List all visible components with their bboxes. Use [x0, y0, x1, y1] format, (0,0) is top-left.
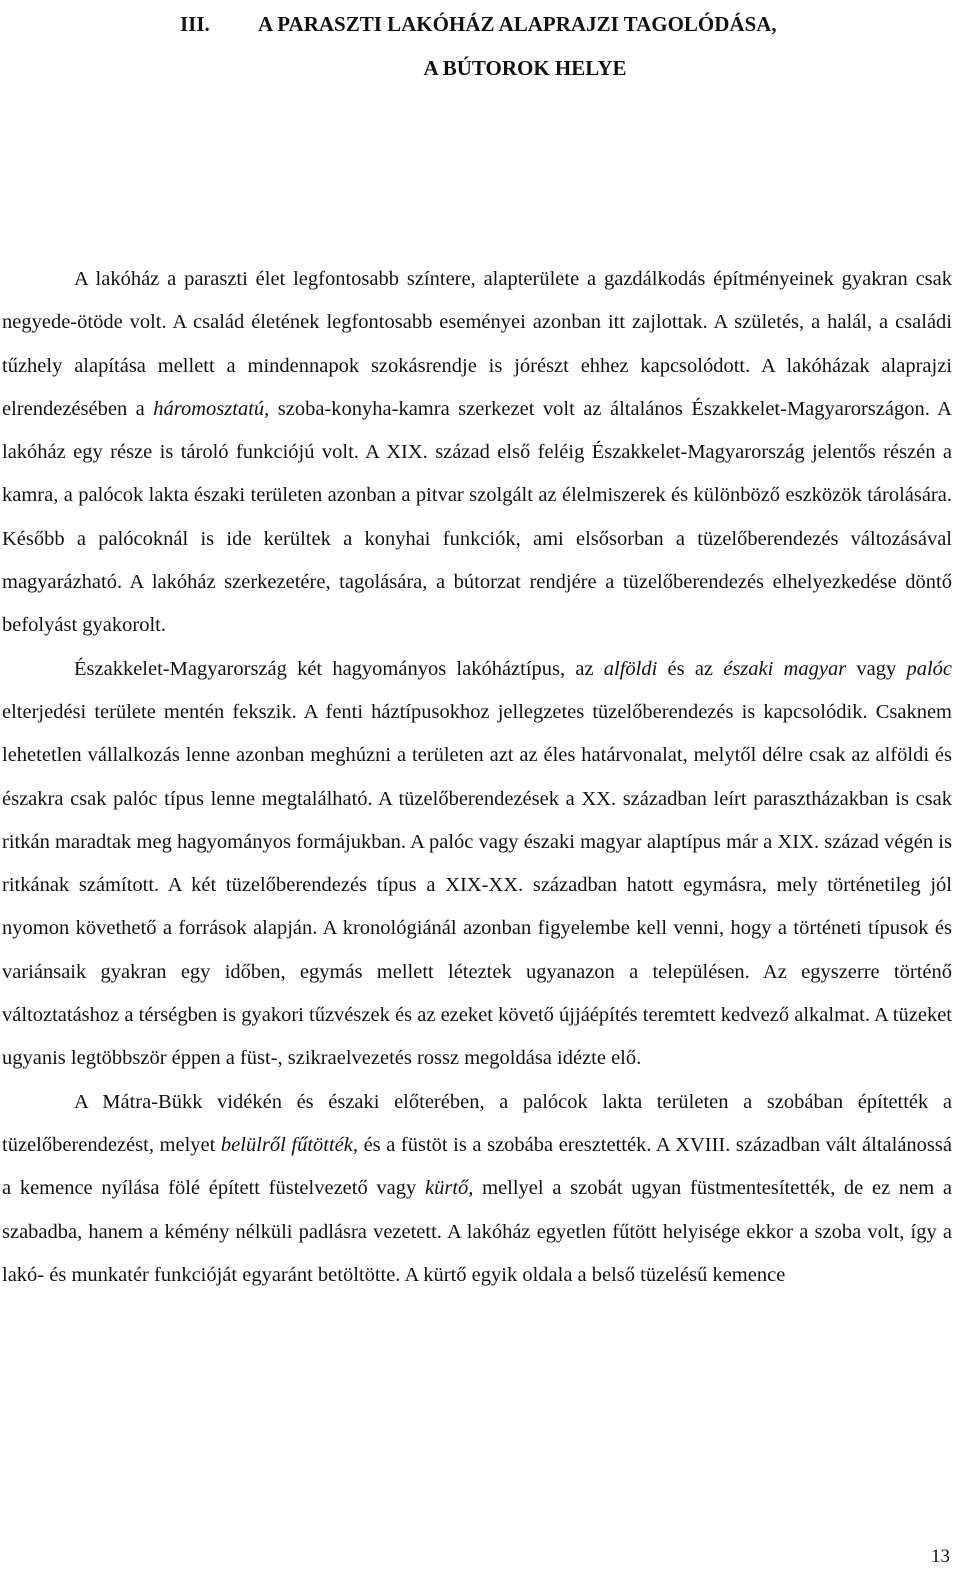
text-run: és a füstöt is a szobába eresztették. A XVIII. században vált általánossá a kemence nyílása fölé épített füstelvezető vagy — [2, 1133, 952, 1200]
paragraph-3 — [2, 1081, 952, 1297]
text-run: vagy — [846, 657, 907, 680]
paragraph-1 — [2, 258, 952, 648]
text-run: elterjedési területe mentén fekszik. A fenti háztípusokhoz jellegzetes tüzelőberendezés is kapcsolódik. Csaknem lehetetlen vállalkozás lenne azonban meghúzni a területen azt az éles határvonalat, melytől délre csak az alföldi és északra csak palóc típus lenne megtalálható. A tüzelőberendezések a XX. században leírt parasztházakban is csak ritkán maradtak meg hagyományos formájukban. A palóc vagy északi magyar alaptípus már a XIX. század végén is ritkának számított. A két tüzelőberendezés típus a XIX-XX. században hatott egymásra, mely történetileg jól nyomon követhető a források alapján. A kronológiánál azonban figyelembe kell venni, hogy a történeti típusok és variánsaik gyakran egy időben, egymás mellett léteztek ugyanazon a településen. Az egyszerre történő változtatáshoz a térségben is gyakori tűzvészek és az ezeket követő újjáépítés teremtett kedvező alkalmat. A tüzeket ugyanis legtöbbször éppen a füst-, szikraelvezetés rossz megoldása idézte elő. — [2, 700, 952, 1070]
chapter-number: III. — [180, 12, 210, 36]
italic-term: északi magyar — [723, 657, 847, 680]
text-run: , mellyel a szobát ugyan füstmentesítették, de ez nem a szabadba, hanem a kémény nélküli padlásra vezetett. A lakóház egyetlen fűtött helyisége ekkor a szoba volt, így a lakó- és munkatér funkcióját egyaránt betöltötte. A kürtő egyik oldala a belső tüzelésű kemence — [2, 1177, 952, 1286]
text-run: A Mátra-Bükk vidékén és északi előterében, a palócok lakta területen a szobában építették a tüzelőberendezést, melyet — [2, 1090, 952, 1156]
italic-term: palóc — [906, 657, 953, 680]
text-run: Északkelet-Magyarország két hagyományos lakóháztípus, az — [74, 657, 604, 680]
italic-term: alföldi — [603, 657, 658, 680]
chapter-heading-line-1 — [0, 2, 960, 46]
text-run: és az — [657, 657, 724, 680]
page-number: 13 — [931, 1546, 950, 1567]
chapter-heading — [0, 2, 960, 90]
body-text — [2, 258, 952, 1297]
chapter-title-line-2: A BÚTOROK HELYE — [423, 56, 627, 80]
text-run: A lakóház a paraszti élet legfontosabb színtere, alapterülete a gazdálkodás építményeinek gyakran csak negyede-ötöde volt. A család életének legfontosabb eseményei azonban itt zajlottak. A születés, a halál, a családi tűzhely alapítása mellett a mindennapok szokásrendje is jórészt ehhez kapcsolódott. A lakóházak alaprajzi elrendezésében a — [2, 268, 952, 420]
paragraph-2 — [2, 648, 952, 1081]
text-run: , szoba-konyha-kamra szerkezet volt az általános Északkelet-Magyarországon. A lakóház egy része is tároló funkciójú volt. A XIX. század első feléig Északkelet-Magyarország jelentős részén a kamra, a palócok lakta északi területen azonban a pitvar szolgált az élelmiszerek és különböző eszközök tárolására. Később a palócoknál is ide kerültek a konyhai funkciók, ami elsősorban a tüzelőberendezés változásával magyarázható. A lakóház szerkezetére, tagolására, a bútorzat rendjére a tüzelőberendezés elhelyezkedése döntő befolyást gyakorolt. — [2, 397, 952, 637]
chapter-title-line-1: A PARASZTI LAKÓHÁZ ALAPRAJZI TAGOLÓDÁSA, — [258, 12, 777, 36]
italic-term: belülről fűtötték, — [220, 1133, 358, 1156]
italic-term: háromosztatú — [153, 397, 265, 420]
italic-term: kürtő — [425, 1177, 469, 1200]
